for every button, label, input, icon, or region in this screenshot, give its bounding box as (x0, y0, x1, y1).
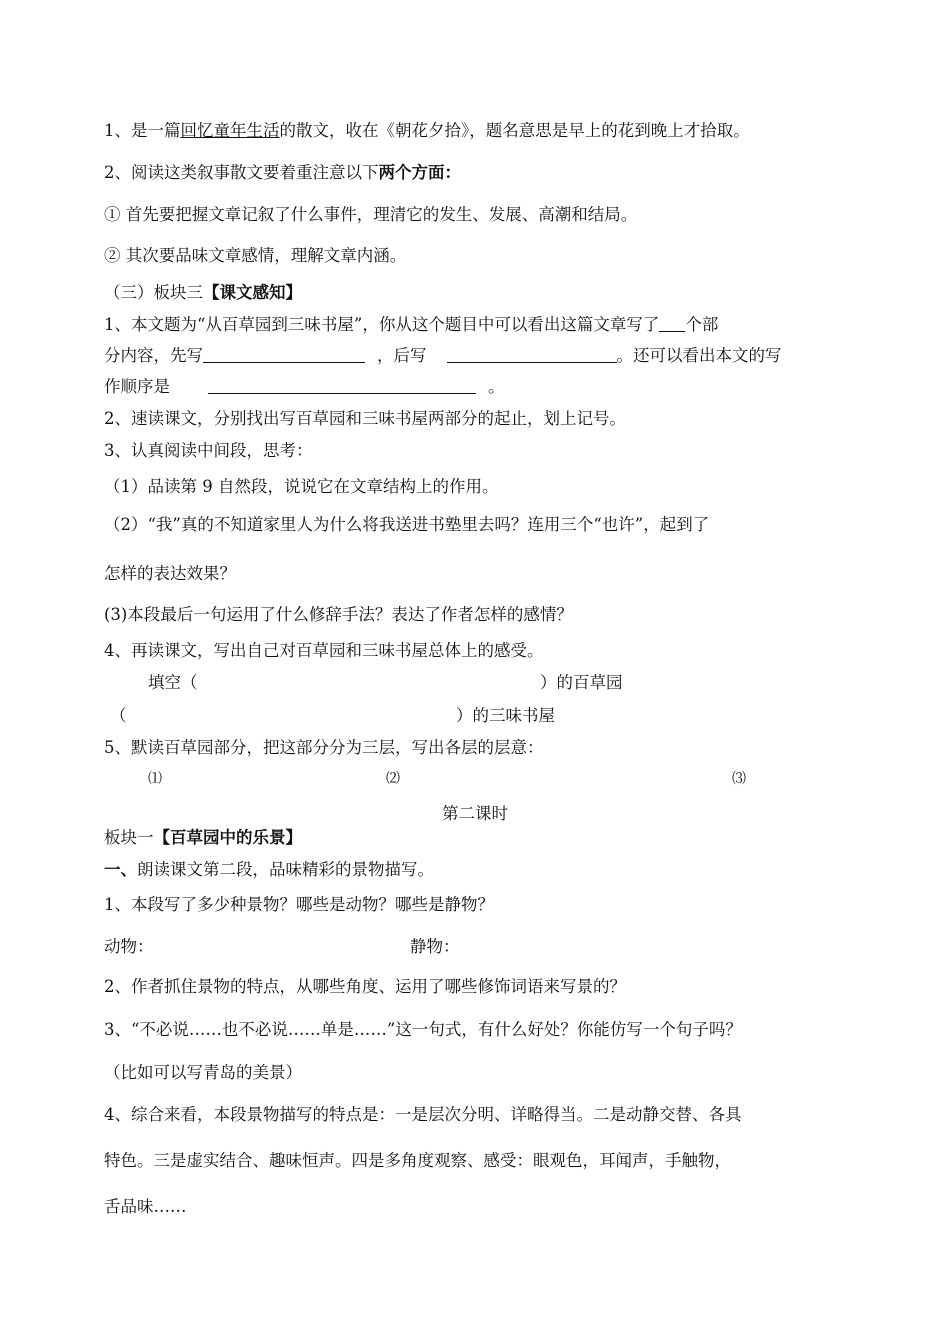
task-question-4-line-2: 特色。三是虚实结合、趣味恒声。四是多角度观察、感受：眼观色，耳闻声，手触物， (104, 1151, 731, 1170)
question-3-2-line-2: 怎样的表达效果？ (104, 564, 236, 583)
lesson-title: 第二课时 (442, 804, 508, 823)
layer-2-marker: ⑵ (386, 771, 400, 787)
still-objects-label: 静物： (410, 937, 460, 956)
question-3-3: (3)本段最后一句运用了什么修辞手法？表达了作者怎样的感情？ (104, 605, 573, 624)
layer-1-marker: ⑴ (148, 771, 162, 787)
question-2: 2、速读课文，分别找出写百草园和三味书屋两部分的起止，划上记号。 (104, 409, 626, 428)
fill-in-1-suffix: ）的百草园 (540, 673, 623, 692)
task-question-4-line-1: 4、综合来看，本段景物描写的特点是：一是层次分明、详略得当。二是动静交替、各具 (104, 1105, 742, 1124)
answer-blank[interactable] (208, 377, 476, 394)
task-question-1: 1、本段写了多少种景物？哪些是动物？哪些是静物？ (104, 895, 494, 914)
question-3-1: （1）品读第 9 自然段，说说它在文章结构上的作用。 (104, 477, 499, 496)
fill-in-2-suffix: ）的三味书屋 (456, 706, 555, 725)
point-1: ① 首先要把握文章记叙了什么事件，理清它的发生、发展、高潮和结局。 (104, 205, 638, 224)
task-question-4-line-3: 舌品味…… (104, 1197, 187, 1216)
question-5: 5、默读百草园部分，把这部分分为三层，写出各层的层意： (104, 738, 544, 757)
paragraph-1-1: 1、是一篇回忆童年生活的散文，收在《朝花夕拾》，题名意思是早上的花到晚上才拾取。 (104, 121, 750, 140)
underlined-text: 回忆童年生活 (180, 121, 280, 140)
question-1-line-2: 分内容，先写 ，后写 。还可以看出本文的写 (104, 346, 782, 365)
answer-blank[interactable] (203, 346, 365, 363)
block-heading-1: 板块一【百草园中的乐景】 (104, 828, 302, 847)
question-1-line-3: 作顺序是 。 (104, 377, 505, 396)
task-question-2: 2、作者抓住景物的特点，从哪些角度、运用了哪些修饰词语来写景的？ (104, 977, 626, 996)
point-2: ② 其次要品味文章感情，理解文章内涵。 (104, 246, 407, 265)
layer-3-marker: ⑶ (732, 771, 746, 787)
animals-label: 动物： (104, 937, 154, 956)
fill-in-2-label: （ (110, 706, 127, 725)
question-1-line-1: 1、本文题为“从百草园到三味书屋”，你从这个题目中可以看出这篇文章写了 个部 (104, 315, 719, 334)
answer-blank[interactable] (659, 315, 685, 332)
task-question-3: 3、“不必说……也不必说……单是……”这一句式，有什么好处？你能仿写一个句子吗？ (104, 1020, 742, 1039)
task-question-3-note: （比如可以写青岛的美景） (104, 1063, 302, 1082)
question-3: 3、认真阅读中间段，思考： (104, 441, 313, 460)
answer-blank[interactable] (447, 346, 617, 363)
question-4: 4、再读课文，写出自己对百草园和三味书屋总体上的感受。 (104, 641, 544, 660)
task-heading-1: 一、朗读课文第二段，品味精彩的景物描写。 (104, 860, 434, 879)
paragraph-1-2: 2、阅读这类叙事散文要着重注意以下两个方面： (104, 163, 461, 182)
section-heading-3: （三）板块三【课文感知】 (104, 283, 302, 302)
question-3-2-line-1: （2）“我”真的不知道家里人为什么将我送进书塾里去吗？连用三个“也许”，起到了 (104, 515, 710, 534)
fill-in-1-label: 填空（ (148, 673, 198, 692)
